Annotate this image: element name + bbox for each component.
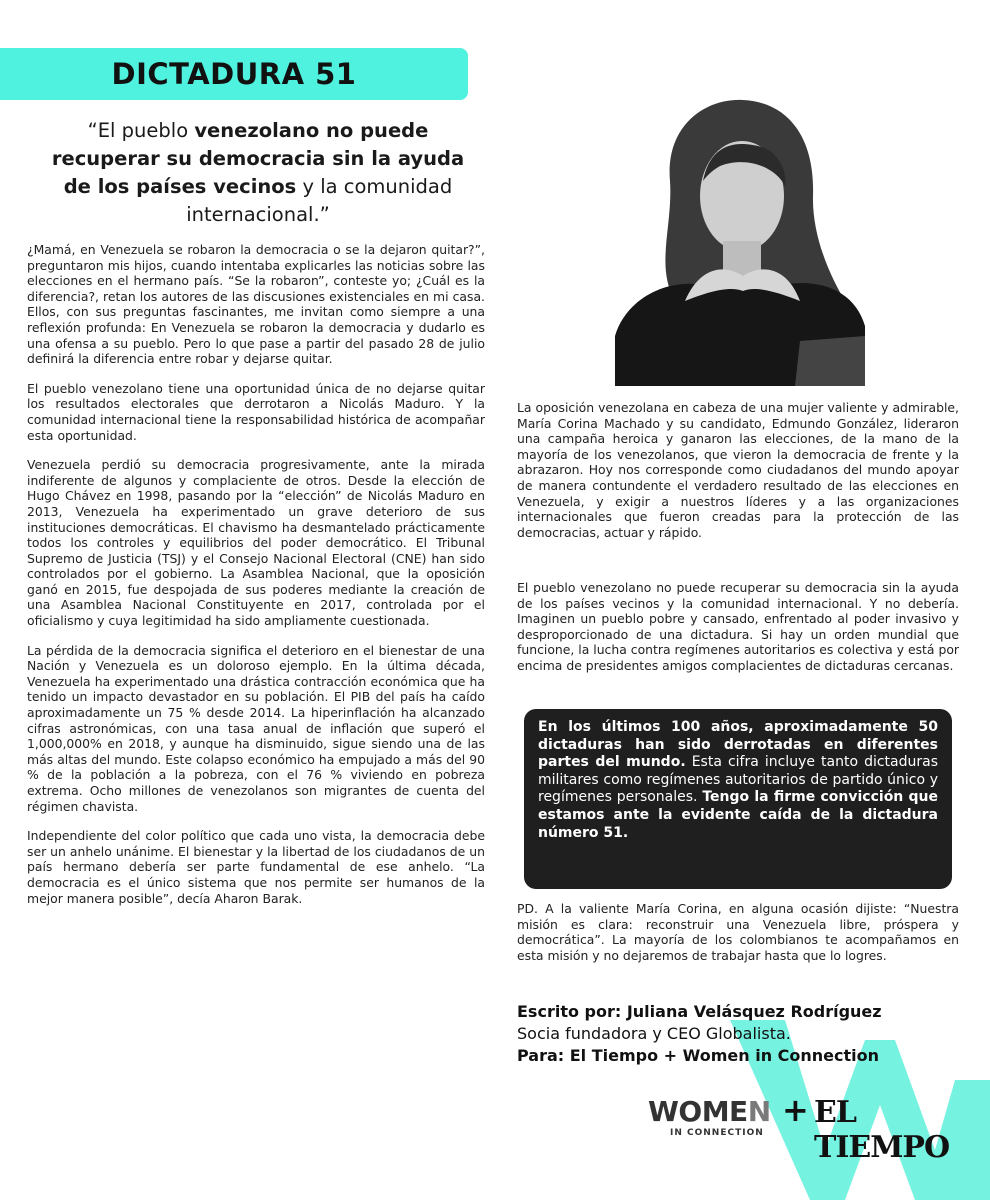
women-logo-sub: IN CONNECTION xyxy=(670,1128,764,1138)
right-column-middle xyxy=(517,580,959,688)
logos xyxy=(648,1091,978,1165)
postscript xyxy=(517,901,959,977)
paragraph: La oposición venezolana en cabeza de una mujer valiente y admirable, María Corina Machado y su candidato, Edmundo González, lideraron una campaña heroica y ganaron las elecciones, de la mano de la mayoría de los venezolanos, que vieron la democracia de frente y la abrazaron. Hoy nos corresponde como ciudadanos del mundo apoyar de manera contundente el verdadero resultado de las elecciones en Venezuela, y exigir a nuestros líderes y a las organizaciones internacionales que fueron creadas para la protección de las democracias, actuar y rápido. xyxy=(517,400,959,540)
right-column-top xyxy=(517,400,959,554)
highlight-callout xyxy=(524,709,952,889)
paragraph: Venezuela perdió su democracia progresivamente, ante la mirada indiferente de algunos y complaciente de otros. Desde la elección de Hugo Chávez en 1998, pasando por la “elección” de Nicolás Maduro en 2013, Venezuela ha experimentado un grave deterioro de sus instituciones democráticas. El chavismo ha desmantelado prácticamente todos los controles y equilibrios del poder democrático. El Tribunal Supremo de Justicia (TSJ) y el Consejo Nacional Electoral (CNE) han sido controlados por el gobierno. La Asamblea Nacional, que la oposición ganó en 2015, fue despojada de sus poderes mediante la creación de una Asamblea Nacional Constituyente en 2017, controlada por el oficialismo y cuya legitimidad ha sido ampliamente cuestionada. xyxy=(27,457,485,629)
women-in-connection-logo xyxy=(648,1095,771,1138)
el-tiempo-logo: EL TIEMPO xyxy=(814,1095,950,1165)
author-name: Escrito por: Juliana Velásquez Rodríguez xyxy=(517,1002,882,1021)
ps-text: PD. A la valiente María Corina, en alguna ocasión dijiste: “Nuestra misión es clara: reconstruir una Venezuela libre, próspera y democrática”. La mayoría de los colombianos te acompañamos en esta misión y no dejaremos de trabajar hasta que lo logres. xyxy=(517,901,959,963)
author-block xyxy=(517,1001,957,1067)
title-banner xyxy=(0,48,468,100)
women-logo-n: N xyxy=(747,1095,771,1128)
pull-quote xyxy=(48,117,468,229)
author-role: Socia fundadora y CEO Globalista. xyxy=(517,1024,791,1043)
quote-bold: venezolano no puede recuperar su democracia sin la ayuda de los países vecinos xyxy=(51,119,465,198)
plus-sign: + xyxy=(782,1091,809,1129)
quote-rest: y la comunidad internacional.” xyxy=(186,175,453,226)
callout-text: Esta cifra incluye tanto dictaduras militares como regímenes autoritarios de partido único y regímenes personales. xyxy=(538,754,939,806)
callout-bold-2: Tengo la firme convicción que estamos ante la evidente caída de la dictadura número 51. xyxy=(538,789,939,841)
paragraph: El pueblo venezolano no puede recuperar su democracia sin la ayuda de los países vecinos y la comunidad internacional. Y no debería. Imaginen un pueblo pobre y cansado, enfrentado al poder invasivo y desproporcionado de una dictadura. Si hay un orden mundial que funcione, la lucha contra regímenes autoritarios es colectiva y está por encima de presidentes amigos complacientes de dictaduras cercanas. xyxy=(517,580,959,673)
women-logo-text: WOME xyxy=(648,1095,748,1128)
quote-open: “El pueblo xyxy=(87,119,195,142)
portrait-photo xyxy=(615,86,865,386)
paragraph: ¿Mamá, en Venezuela se robaron la democracia o se la dejaron quitar?”, preguntaron mis hijos, cuando intentaba explicarles las noticias sobre las elecciones en el hermano país. “Se la robaron”, conteste yo; ¿Cuál es la diferencia?, retan los autores de las discusiones existenciales en mi casa. Ellos, con sus preguntas fascinantes, me invitan como siempre a una reflexión profunda: En Venezuela se robaron la democracia y dudarlo es una ofensa a su pueblo. Pero lo que pase a partir del pasado 28 de julio definirá la diferencia entre robar y dejarse quitar. xyxy=(27,242,485,367)
page-title: DICTADURA 51 xyxy=(111,57,357,91)
author-publication: Para: El Tiempo + Women in Connection xyxy=(517,1046,880,1065)
left-column xyxy=(27,242,485,920)
paragraph: El pueblo venezolano tiene una oportunidad única de no dejarse quitar los resultados electorales que derrotaron a Nicolás Maduro. Y la comunidad internacional tiene la responsabilidad histórica de acompañar esta oportunidad. xyxy=(27,380,485,443)
callout-bold-1: En los últimos 100 años, aproximadamente 50 dictaduras han sido derrotadas en diferentes partes del mundo. xyxy=(538,719,938,771)
paragraph: Independiente del color político que cada uno vista, la democracia debe ser un anhelo unánime. El bienestar y la libertad de los ciudadanos de un país hermano debería ser parte fundamental de ese anhelo. “La democracia es el único sistema que nos permite ser humanos de la mejor manera posible”, decía Aharon Barak. xyxy=(27,828,485,906)
paragraph: La pérdida de la democracia significa el deterioro en el bienestar de una Nación y Venezuela es un doloroso ejemplo. En la última década, Venezuela ha experimentado una drástica contracción económica que ha tenido un impacto devastador en su población. El PIB del país ha caído aproximadamente un 75 % desde 2014. La hiperinflación ha alcanzado cifras astronómicas, con una tasa anual de inflación que superó el 1,000,000% en 2018, y aunque ha disminuido, sigue siendo una de las más altas del mundo. Este colapso económico ha empujado a más del 90 % de la población a la pobreza, con el 76 % viviendo en pobreza extrema. Ocho millones de venezolanos son migrantes de cuenta del régimen chavista. xyxy=(27,642,485,814)
